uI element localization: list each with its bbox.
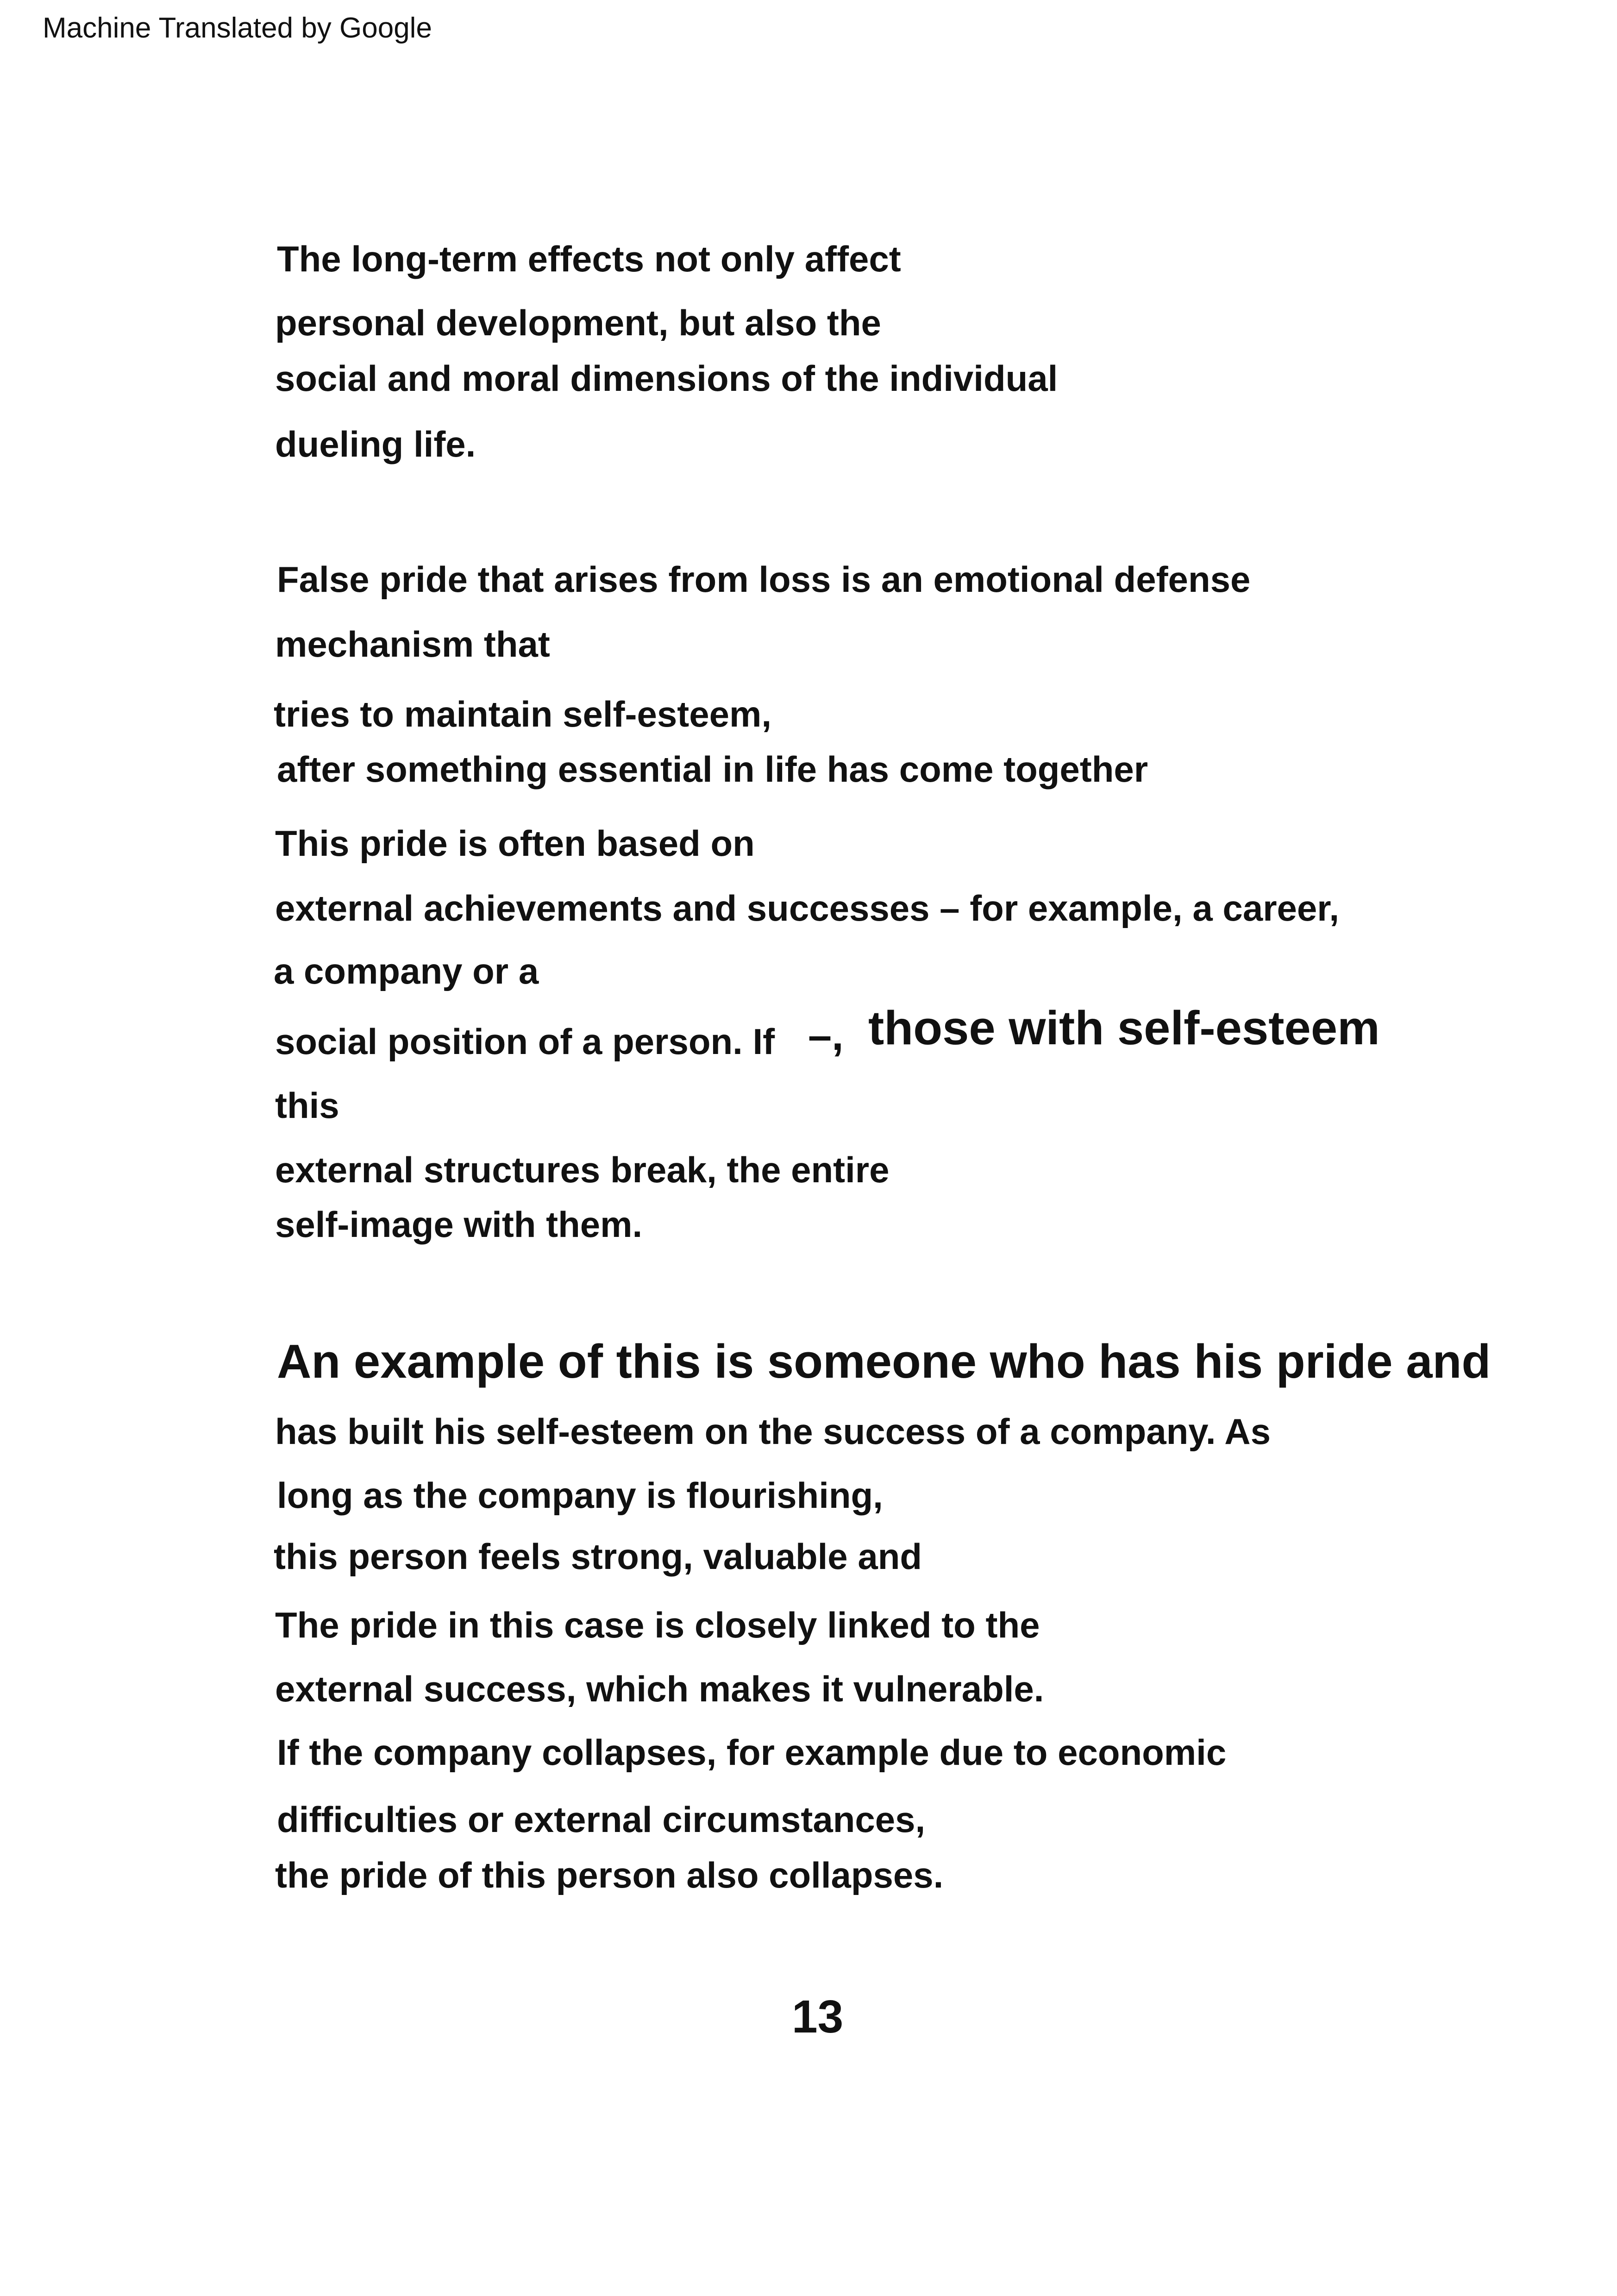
- text-line-large: An example of this is someone who has his pride and: [277, 1335, 1491, 1388]
- text-line: long as the company is flourishing,: [277, 1475, 883, 1516]
- text-line: a company or a: [274, 951, 539, 991]
- text-line: The pride in this case is closely linked to the: [275, 1605, 1040, 1645]
- text-line: The long-term effects not only affect: [277, 238, 901, 279]
- text-line: dueling life.: [275, 424, 476, 464]
- text-line: the pride of this person also collapses.: [275, 1855, 944, 1895]
- dash-fragment: –,: [808, 1012, 844, 1059]
- text-line: external structures break, the entire: [275, 1149, 890, 1190]
- page-number: 13: [792, 1991, 844, 2043]
- text-line: self-image with them.: [275, 1204, 643, 1245]
- text-line: external success, which makes it vulnerable.: [275, 1669, 1044, 1709]
- text-line: after something essential in life has come together: [277, 749, 1148, 790]
- text-line: external achievements and successes – for example, a career,: [275, 888, 1340, 928]
- text-line: personal development, but also the: [275, 302, 881, 343]
- text-line: This pride is often based on: [275, 823, 755, 864]
- text-line: social position of a person. If: [275, 1021, 775, 1062]
- text-line: this: [275, 1085, 339, 1126]
- text-line: social and moral dimensions of the individual: [275, 358, 1058, 399]
- text-line: this person feels strong, valuable and: [274, 1536, 922, 1577]
- text-line-large: those with self-esteem: [868, 1001, 1380, 1054]
- text-line: False pride that arises from loss is an emotional defense: [277, 559, 1251, 600]
- text-line: tries to maintain self-esteem,: [274, 694, 772, 734]
- machine-translation-note: Machine Translated by Google: [43, 12, 432, 44]
- text-line: mechanism that: [275, 624, 550, 665]
- text-line: has built his self-esteem on the success of a company. As: [275, 1411, 1271, 1452]
- text-line: If the company collapses, for example due to economic: [277, 1732, 1227, 1773]
- text-line: difficulties or external circumstances,: [277, 1799, 926, 1840]
